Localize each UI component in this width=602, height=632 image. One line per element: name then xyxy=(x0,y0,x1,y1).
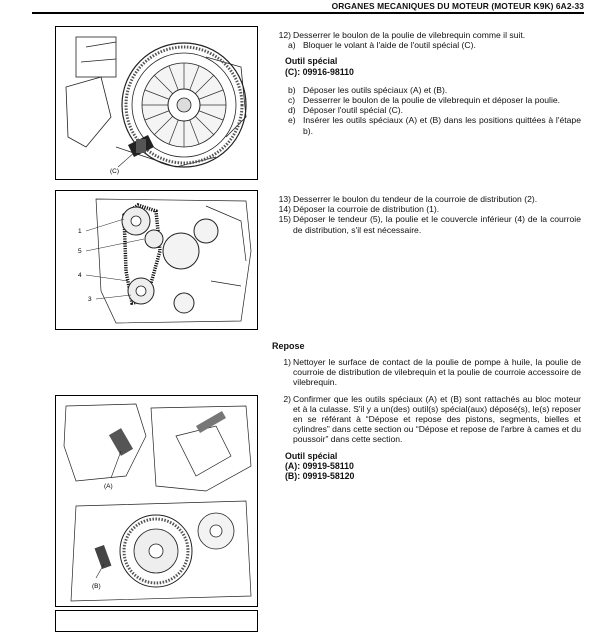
step-12-number: 12) xyxy=(278,30,291,40)
step-14 xyxy=(275,204,581,214)
step-12e xyxy=(275,115,581,135)
figure-special-tools xyxy=(55,395,258,607)
figure-flywheel xyxy=(55,26,258,180)
step-12c-letter: c) xyxy=(288,95,296,106)
step-15-text: Déposer le tendeur (5), la poulie et le couvercle inférieur (4) de la courroie de distribution, s'il est nécessaire. xyxy=(293,214,581,235)
repose-step-2-text: Confirmer que les outils spéciaux (A) et (B) sont rattachés au bloc moteur et à la culasse. S'il y a un(des) outil(s) spécial(aux) déposé(s), le(s) reposer en se référant à “Dépose et repose des pistons, segments, bielles et cylindres” dans cette section ou “Dépose et repose de l'arbre à cames et du poussoir” dans cette section. xyxy=(293,393,581,445)
block-crankshaft-pulley xyxy=(275,30,581,136)
section-title-repose: Repose xyxy=(272,341,305,351)
figure-label-c: (C) xyxy=(110,168,120,175)
block-repose xyxy=(275,357,581,481)
special-tools-illustration xyxy=(56,396,257,606)
figure2-label-5: 5 xyxy=(78,248,82,255)
step-12b-text: Déposer les outils spéciaux (A) et (B). xyxy=(303,84,448,95)
timing-belt-illustration xyxy=(56,191,257,329)
flywheel-illustration xyxy=(56,27,257,179)
tool-a-shape xyxy=(109,411,226,456)
tool-code-b: (B): 09919-58120 xyxy=(285,471,355,482)
page-header xyxy=(0,0,602,14)
figure3-label-a: (A) xyxy=(104,483,113,490)
step-12a-text: Bloquer le volant à l'aide de l'outil spécial (C). xyxy=(303,40,476,51)
repose-step-1 xyxy=(275,357,581,388)
figure2-label-4: 4 xyxy=(78,272,82,279)
block-timing-belt xyxy=(275,194,581,235)
step-12 xyxy=(275,30,581,40)
step-15-number: 15) xyxy=(278,214,291,225)
step-14-text: Déposer la courroie de distribution (1). xyxy=(293,204,440,215)
step-12d-text: Déposer l'outil spécial (C). xyxy=(303,105,404,116)
tool-code-c: (C): 09916-98110 xyxy=(285,66,354,77)
figure2-label-1: 1 xyxy=(78,228,82,235)
step-12e-letter: e) xyxy=(288,115,296,126)
step-12d-letter: d) xyxy=(288,105,296,116)
step-12c-text: Desserrer le boulon de la poulie de vilebrequin et déposer la poulie. xyxy=(303,95,561,106)
figure3-label-b: (B) xyxy=(92,583,101,590)
repose-step-2 xyxy=(275,394,581,445)
step-12e-text: Insérer les outils spéciaux (A) et (B) dans les positions quittées à l'étape b). xyxy=(303,115,581,136)
repose-step-1-number: 1) xyxy=(283,357,291,367)
repose-tool-title: Outil spécial xyxy=(285,450,338,461)
step-12-text: Desserrer le boulon de la poulie de vilebrequin comme il suit. xyxy=(293,30,526,40)
step-13-number: 13) xyxy=(278,194,291,204)
step-13-text: Desserrer le boulon du tendeur de la courroie de distribution (2). xyxy=(293,194,538,204)
tool-title: Outil spécial xyxy=(285,56,338,67)
figure-timing-belt xyxy=(55,190,258,330)
step-12a xyxy=(275,40,581,50)
header-rule xyxy=(32,12,584,14)
step-15 xyxy=(275,214,581,234)
step-12b-letter: b) xyxy=(288,84,296,95)
repose-step-1-text: Nettoyer le surface de contact de la poulie de pompe à huile, la poulie de courroie de distribution de vilebrequin et la poulie de courroie accessoire de vilebrequin. xyxy=(293,357,581,388)
step-12d xyxy=(275,105,581,115)
repose-step-2-number: 2) xyxy=(283,393,291,404)
step-13 xyxy=(275,194,581,204)
step-12a-letter: a) xyxy=(288,40,296,51)
step-12c xyxy=(275,95,581,105)
figure2-label-3: 3 xyxy=(88,296,92,303)
tool-code-a: (A): 09919-58110 xyxy=(285,460,354,471)
step-12b xyxy=(275,85,581,95)
header-title: ORGANES MECANIQUES DU MOTEUR (MOTEUR K9K) 6A2-33 xyxy=(331,1,584,11)
step-14-number: 14) xyxy=(278,204,291,215)
figure-partial-bottom xyxy=(55,610,258,632)
